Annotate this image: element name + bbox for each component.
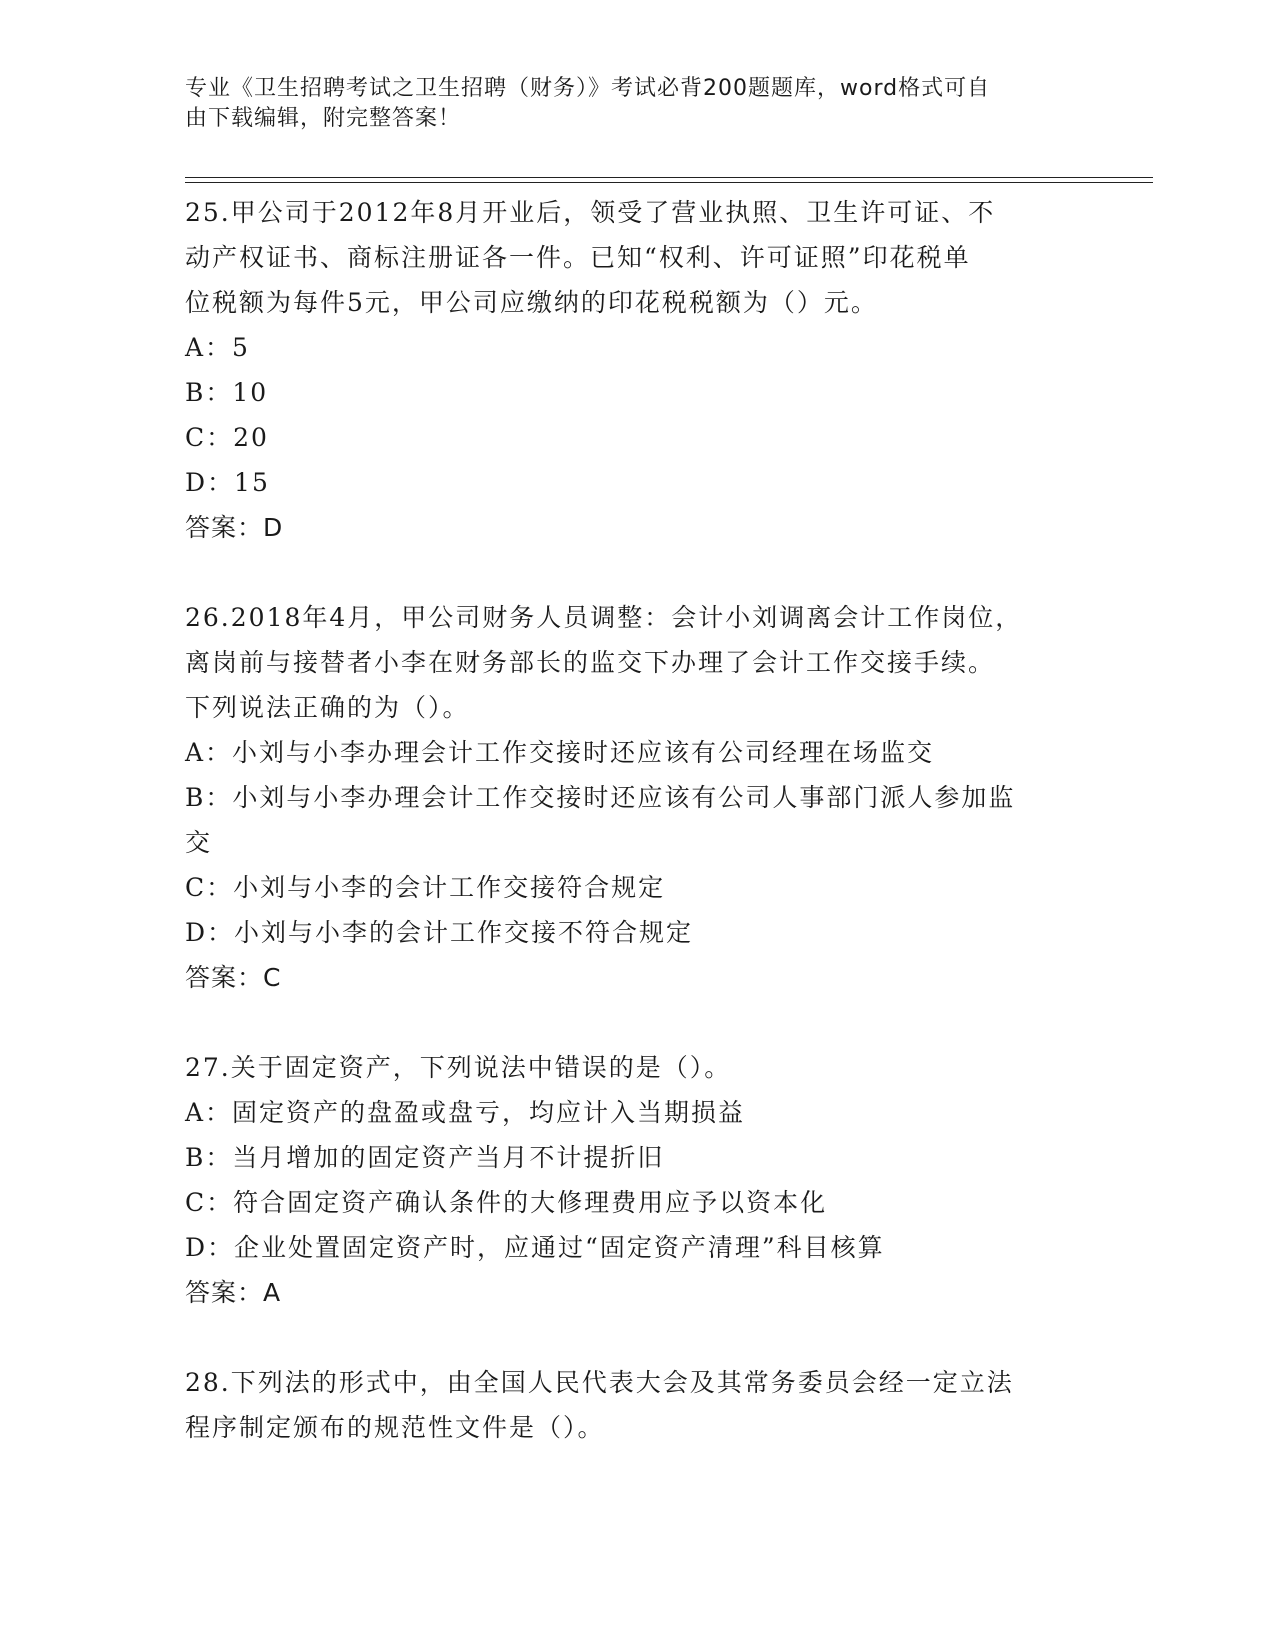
option-d: D：小刘与小李的会计工作交接不符合规定 (185, 918, 694, 947)
question-stem-line: 28.下列法的形式中，由全国人民代表大会及其常务委员会经一定立法 (185, 1368, 1014, 1397)
answer-line: 答案：D (185, 513, 284, 542)
option-c: C：符合固定资产确认条件的大修理费用应予以资本化 (185, 1188, 828, 1217)
question-stem-line: 下列说法正确的为（）。 (185, 693, 470, 722)
question-stem-line: 动产权证书、商标注册证各一件。已知“权利、许可证照”印花税单 (185, 243, 971, 272)
question-spacer (185, 1315, 1085, 1360)
question-stem-line: 26.2018年4月，甲公司财务人员调整：会计小刘调离会计工作岗位， (185, 603, 1023, 632)
document-header (185, 74, 1065, 134)
question-27 (185, 1045, 1085, 1315)
question-stem-line: 25.甲公司于2012年8月开业后，领受了营业执照、卫生许可证、不 (185, 198, 996, 227)
option-a: A：小刘与小李办理会计工作交接时还应该有公司经理在场监交 (185, 738, 935, 767)
question-stem-line: 位税额为每件5元，甲公司应缴纳的印花税税额为（）元。 (185, 288, 878, 317)
answer-line: 答案：C (185, 963, 282, 992)
option-b: B：小刘与小李办理会计工作交接时还应该有公司人事部门派人参加监 (185, 783, 1016, 812)
question-26 (185, 595, 1085, 1000)
option-d: D：15 (185, 468, 270, 497)
option-d: D：企业处置固定资产时，应通过“固定资产清理”科目核算 (185, 1233, 885, 1262)
header-line-2: 由下载编辑，附完整答案！ (185, 106, 462, 131)
option-a: A：固定资产的盘盈或盘亏，均应计入当期损益 (185, 1098, 746, 1127)
question-spacer (185, 1000, 1085, 1045)
question-stem-line: 27.关于固定资产，下列说法中错误的是（）。 (185, 1053, 732, 1082)
question-28 (185, 1360, 1085, 1450)
header-line-1: 专业《卫生招聘考试之卫生招聘（财务）》考试必背200题题库，word格式可自 (185, 76, 991, 101)
option-c: C：20 (185, 423, 269, 452)
question-list (185, 190, 1085, 1450)
option-b: B：当月增加的固定资产当月不计提折旧 (185, 1143, 665, 1172)
header-divider-bottom (185, 182, 1153, 183)
question-spacer (185, 550, 1085, 595)
option-b-continued: 交 (185, 828, 213, 857)
option-a: A：5 (185, 333, 250, 362)
option-b: B：10 (185, 378, 269, 407)
question-stem-line: 离岗前与接替者小李在财务部长的监交下办理了会计工作交接手续。 (185, 648, 996, 677)
question-stem-line: 程序制定颁布的规范性文件是（）。 (185, 1413, 605, 1442)
question-25 (185, 190, 1085, 550)
header-divider-top (185, 177, 1153, 178)
answer-line: 答案：A (185, 1278, 282, 1307)
option-c: C：小刘与小李的会计工作交接符合规定 (185, 873, 666, 902)
